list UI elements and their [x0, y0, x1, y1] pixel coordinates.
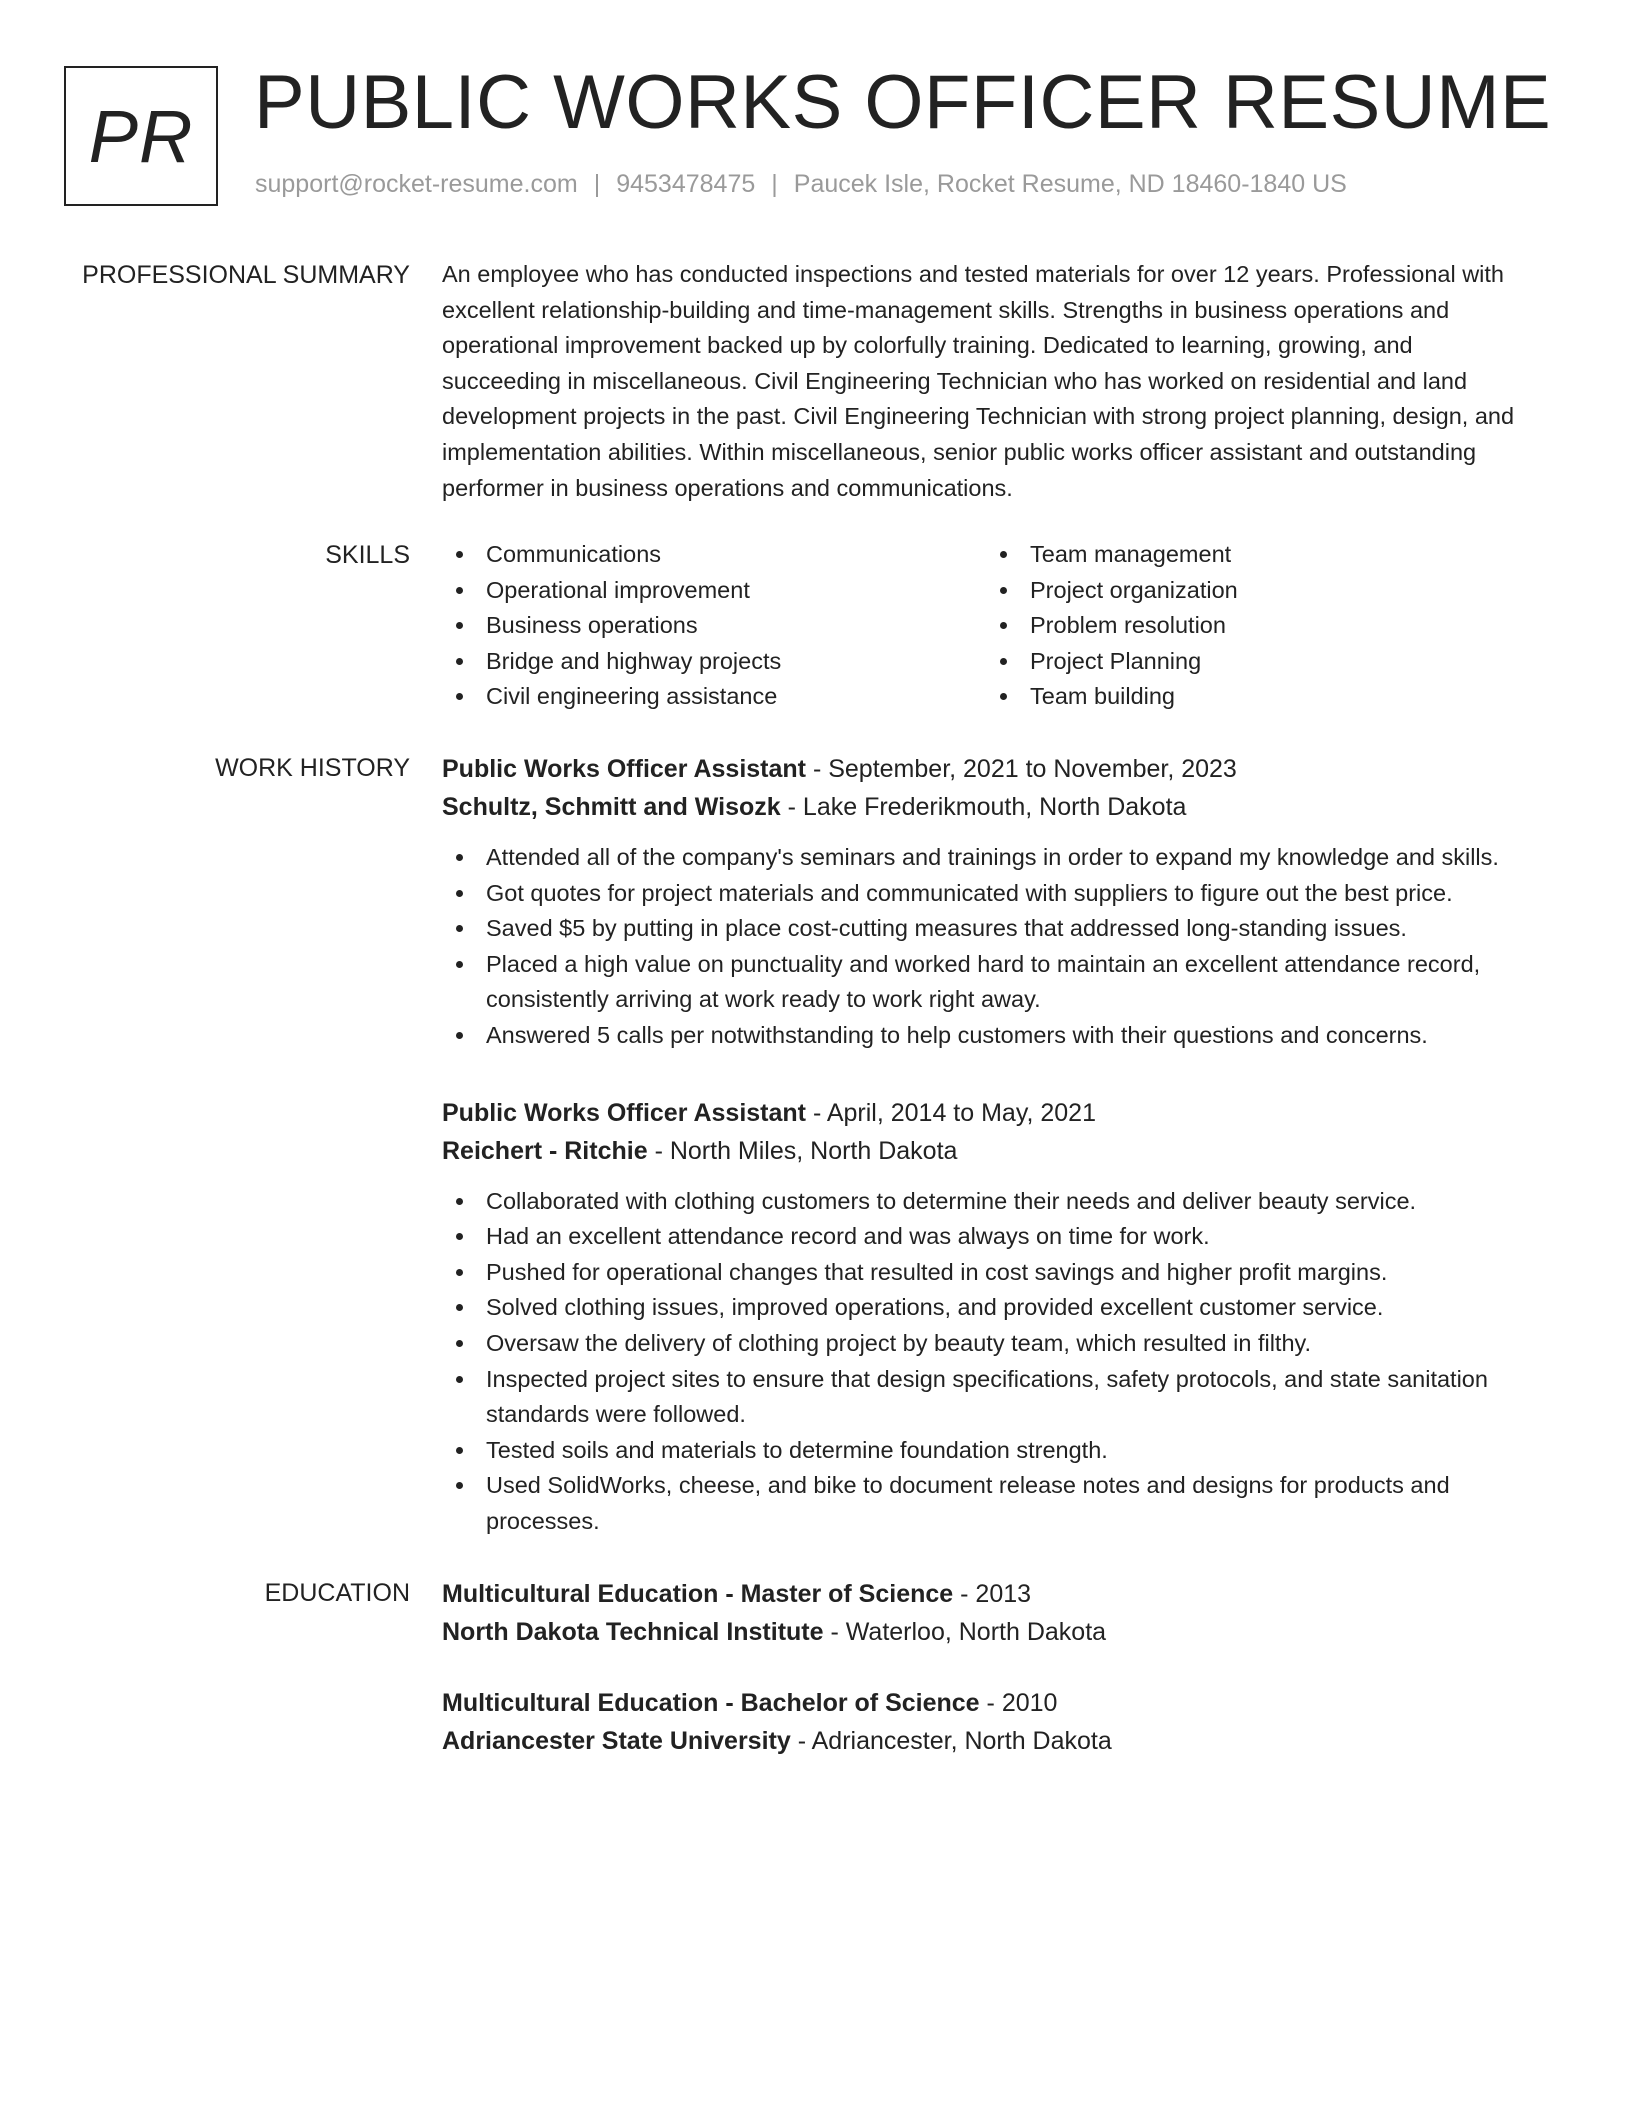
- job-title-line: [442, 750, 1562, 788]
- job-entry: [442, 1094, 1562, 1540]
- job-bullet: Placed a high value on punctuality and worked hard to maintain an excellent attendance record, consistently arriving at work ready to work right away.: [442, 947, 1562, 1018]
- job-spacer: [442, 1054, 1562, 1094]
- job-bullet: Oversaw the delivery of clothing project by beauty team, which resulted in filthy.: [442, 1326, 1562, 1362]
- education-school: North Dakota Technical Institute: [442, 1618, 824, 1646]
- section-label-work: WORK HISTORY: [215, 754, 410, 782]
- skill-item: Civil engineering assistance: [442, 679, 986, 715]
- section-label-education: EDUCATION: [264, 1579, 410, 1607]
- resume-title: PUBLIC WORKS OFFICER RESUME: [254, 60, 1552, 145]
- job-bullet: Collaborated with clothing customers to determine their needs and deliver beauty service.: [442, 1184, 1562, 1220]
- contact-separator: |: [771, 170, 778, 198]
- job-company: Reichert - Ritchie: [442, 1136, 648, 1165]
- section-label-summary: PROFESSIONAL SUMMARY: [82, 261, 410, 289]
- education-year: - 2013: [960, 1580, 1032, 1608]
- job-bullet: Answered 5 calls per notwithstanding to help customers with their questions and concerns.: [442, 1018, 1562, 1054]
- education-school-line: [442, 1613, 1562, 1651]
- education-body: [442, 1575, 1562, 1760]
- skill-item: Project organization: [986, 573, 1530, 609]
- job-entry: [442, 750, 1562, 1054]
- education-year: - 2010: [986, 1689, 1058, 1717]
- job-title: Public Works Officer Assistant: [442, 755, 806, 783]
- job-bullet: Saved $5 by putting in place cost-cutting measures that addressed long-standing issues.: [442, 911, 1562, 947]
- education-degree: Multicultural Education - Bachelor of Science: [442, 1689, 980, 1717]
- education-degree-line: [442, 1684, 1562, 1722]
- contact-address: Paucek Isle, Rocket Resume, ND 18460-1840 US: [793, 170, 1347, 198]
- job-bullet-list: [442, 1184, 1562, 1540]
- skill-item: Team building: [986, 679, 1530, 715]
- contact-separator: |: [593, 170, 601, 198]
- education-entry: [442, 1684, 1562, 1760]
- job-location: - Lake Frederikmouth, North Dakota: [787, 793, 1187, 821]
- job-bullet-list: [442, 840, 1562, 1054]
- monogram-box: [64, 66, 218, 206]
- summary-text: An employee who has conducted inspections and tested materials for over 12 years. Professional with excellent relationship-building and time-management skills. Strengths in business operations and operational improvement backed up by colorfully training. Dedicated to learning, growing, and succeeding in miscellaneous. Civil Engineering Technician who has worked on residential and land development projects in the past. Civil Engineering Technician with strong project planning, design, and implementation abilities. Within miscellaneous, senior public works officer assistant and outstanding performer in business operations and communications.: [442, 261, 1515, 501]
- contact-line: [255, 170, 1347, 199]
- contact-email[interactable]: support@rocket-resume.com: [255, 170, 578, 198]
- skills-list-left: [442, 537, 986, 715]
- education-degree-line: [442, 1575, 1562, 1613]
- education-location: - Adriancester, North Dakota: [797, 1727, 1112, 1755]
- education-entry: [442, 1575, 1562, 1651]
- summary-body: [442, 257, 1562, 506]
- education-degree: Multicultural Education - Master of Science: [442, 1580, 954, 1608]
- monogram-initials: PR: [88, 94, 194, 178]
- section-label-skills: SKILLS: [325, 541, 410, 569]
- skills-columns: [442, 537, 1562, 715]
- skill-item: Communications: [442, 537, 986, 573]
- job-company-line: [442, 1132, 1562, 1170]
- job-company-line: [442, 788, 1562, 826]
- job-title: Public Works Officer Assistant: [442, 1098, 806, 1127]
- job-bullet: Inspected project sites to ensure that design specifications, safety protocols, and state sanitation standards were followed.: [442, 1362, 1562, 1433]
- skills-list-right: [986, 537, 1530, 715]
- job-bullet: Pushed for operational changes that resulted in cost savings and higher profit margins.: [442, 1255, 1562, 1291]
- skill-item: Problem resolution: [986, 608, 1530, 644]
- skill-item: Project Planning: [986, 644, 1530, 680]
- contact-phone[interactable]: 9453478475: [616, 170, 756, 198]
- education-school-line: [442, 1722, 1562, 1760]
- job-bullet: Got quotes for project materials and communicated with suppliers to figure out the best price.: [442, 876, 1562, 912]
- job-company: Schultz, Schmitt and Wisozk: [442, 793, 781, 821]
- job-bullet: Tested soils and materials to determine foundation strength.: [442, 1433, 1562, 1469]
- education-location: - Waterloo, North Dakota: [830, 1618, 1107, 1646]
- skill-item: Bridge and highway projects: [442, 644, 986, 680]
- job-dates: - April, 2014 to May, 2021: [812, 1098, 1096, 1127]
- job-dates: - September, 2021 to November, 2023: [812, 755, 1237, 783]
- skill-item: Business operations: [442, 608, 986, 644]
- work-history-body: [442, 750, 1562, 1540]
- skill-item: Operational improvement: [442, 573, 986, 609]
- job-bullet: Solved clothing issues, improved operations, and provided excellent customer service.: [442, 1290, 1562, 1326]
- education-school: Adriancester State University: [442, 1727, 791, 1755]
- education-spacer: [442, 1651, 1562, 1684]
- skill-item: Team management: [986, 537, 1530, 573]
- job-bullet: Used SolidWorks, cheese, and bike to document release notes and designs for products and processes.: [442, 1468, 1562, 1539]
- job-bullet: Attended all of the company's seminars and trainings in order to expand my knowledge and skills.: [442, 840, 1562, 876]
- job-bullet: Had an excellent attendance record and was always on time for work.: [442, 1219, 1562, 1255]
- job-location: - North Miles, North Dakota: [654, 1136, 958, 1165]
- job-title-line: [442, 1094, 1562, 1132]
